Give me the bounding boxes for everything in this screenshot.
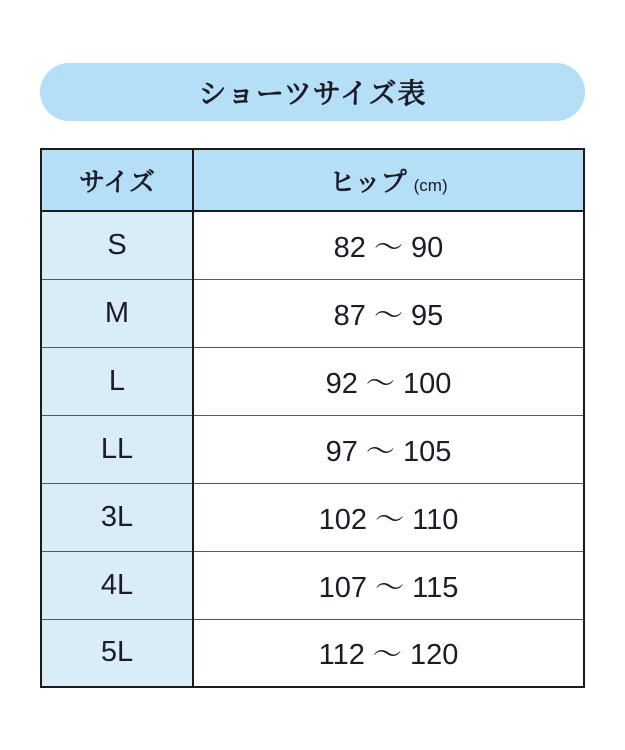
table-row xyxy=(41,483,584,551)
size-cell: 3L xyxy=(41,483,193,551)
size-cell: S xyxy=(41,211,193,279)
table-row xyxy=(41,551,584,619)
header-size-cell: サイズ xyxy=(41,149,193,211)
chart-title-banner xyxy=(40,63,585,121)
header-hip-label: ヒップ xyxy=(329,166,407,197)
chart-title: ショーツサイズ表 xyxy=(198,78,427,109)
hip-cell: 92 〜 100 xyxy=(193,347,584,415)
table-row xyxy=(41,211,584,279)
size-cell: L xyxy=(41,347,193,415)
hip-cell: 87 〜 95 xyxy=(193,279,584,347)
size-table xyxy=(40,148,585,688)
hip-cell: 112 〜 120 xyxy=(193,619,584,687)
hip-cell: 107 〜 115 xyxy=(193,551,584,619)
hip-cell: 102 〜 110 xyxy=(193,483,584,551)
hip-cell: 82 〜 90 xyxy=(193,211,584,279)
table-row xyxy=(41,347,584,415)
table-header-row xyxy=(41,149,584,211)
table-row xyxy=(41,415,584,483)
size-cell: 5L xyxy=(41,619,193,687)
header-hip-cell xyxy=(193,149,584,211)
table-row xyxy=(41,619,584,687)
table-row xyxy=(41,279,584,347)
size-cell: LL xyxy=(41,415,193,483)
hip-cell: 97 〜 105 xyxy=(193,415,584,483)
size-cell: M xyxy=(41,279,193,347)
header-hip-unit: (cm) xyxy=(413,175,448,195)
size-cell: 4L xyxy=(41,551,193,619)
